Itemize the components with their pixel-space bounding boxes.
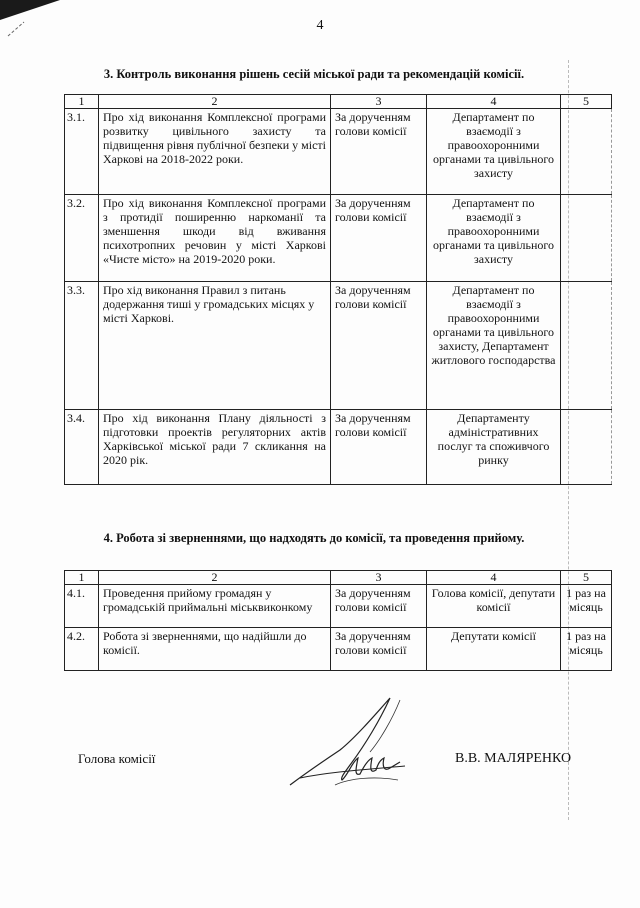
- row-term: За дорученням голови комісії: [331, 282, 427, 410]
- row-subject: Про хід виконання Плану діяльності з підготовки проектів регуляторних актів Харківської міської ради 7 скликання на 2020 рік.: [99, 410, 331, 485]
- table-row: [65, 585, 612, 628]
- header-cell: 1: [65, 571, 99, 585]
- row-note: [561, 410, 612, 485]
- row-note: 1 раз на місяць: [561, 585, 612, 628]
- row-responsible: Депутати комісії: [427, 628, 561, 671]
- row-number: 3.4.: [65, 410, 99, 485]
- row-number: 4.1.: [65, 585, 99, 628]
- header-cell: 2: [99, 571, 331, 585]
- section-3-title: 3. Контроль виконання рішень сесій міської ради та рекомендацій комісії.: [103, 67, 525, 81]
- row-subject: Робота зі зверненнями, що надійшли до комісії.: [99, 628, 331, 671]
- row-note: [561, 109, 612, 195]
- scan-corner-mark: [0, 0, 60, 20]
- row-term: За дорученням голови комісії: [331, 628, 427, 671]
- row-responsible: Голова комісії, депутати комісії: [427, 585, 561, 628]
- header-cell: 3: [331, 571, 427, 585]
- row-number: 4.2.: [65, 628, 99, 671]
- header-cell: 3: [331, 95, 427, 109]
- section-3-table: [64, 94, 612, 485]
- row-term: За дорученням голови комісії: [331, 195, 427, 282]
- table-row: [65, 109, 612, 195]
- header-cell: 1: [65, 95, 99, 109]
- row-term: За дорученням голови комісії: [331, 109, 427, 195]
- row-number: 3.2.: [65, 195, 99, 282]
- table-row: [65, 628, 612, 671]
- row-subject: Про хід виконання Комплексної програми з протидії поширенню наркоманії та зменшення шкоди від вживання психотропних речовин у місті Харкові «Чисте місто» на 2019-2020 роки.: [99, 195, 331, 282]
- row-subject: Про хід виконання Правил з питань додержання тиші у громадських місцях у місті Харкові.: [99, 282, 331, 410]
- table-row: [65, 410, 612, 485]
- row-responsible: Департаменту адміністративних послуг та споживчого ринку: [427, 410, 561, 485]
- handwritten-signature: [280, 690, 430, 800]
- row-responsible: Департамент по взаємодії з правоохоронними органами та цивільного захисту: [427, 109, 561, 195]
- row-responsible: Департамент по взаємодії з правоохоронними органами та цивільного захисту, Департамент житлового господарства: [427, 282, 561, 410]
- row-number: 3.1.: [65, 109, 99, 195]
- row-note: [561, 195, 612, 282]
- header-cell: 2: [99, 95, 331, 109]
- row-note: 1 раз на місяць: [561, 628, 612, 671]
- row-note: [561, 282, 612, 410]
- signature-position: Голова комісії: [78, 751, 156, 766]
- row-number: 3.3.: [65, 282, 99, 410]
- row-subject: Про хід виконання Комплексної програми розвитку цивільного захисту та підвищення рівня публічної безпеки у місті Харкові на 2018-2022 роки.: [99, 109, 331, 195]
- signature-name: В.В. МАЛЯРЕНКО: [455, 751, 572, 766]
- header-cell: 5: [561, 95, 612, 109]
- section-4-title: 4. Робота зі зверненнями, що надходять до комісії, та проведення прийому.: [103, 531, 525, 545]
- page-number: 4: [316, 18, 324, 33]
- table-row: [65, 282, 612, 410]
- row-term: За дорученням голови комісії: [331, 585, 427, 628]
- table-row: [65, 195, 612, 282]
- table-header-row: [65, 571, 612, 585]
- header-cell: 5: [561, 571, 612, 585]
- row-subject: Проведення прийому громадян у громадській приймальні міськвиконкому: [99, 585, 331, 628]
- header-cell: 4: [427, 95, 561, 109]
- row-responsible: Департамент по взаємодії з правоохоронними органами та цивільного захисту: [427, 195, 561, 282]
- row-term: За дорученням голови комісії: [331, 410, 427, 485]
- header-cell: 4: [427, 571, 561, 585]
- section-4-table: [64, 570, 612, 671]
- table-header-row: [65, 95, 612, 109]
